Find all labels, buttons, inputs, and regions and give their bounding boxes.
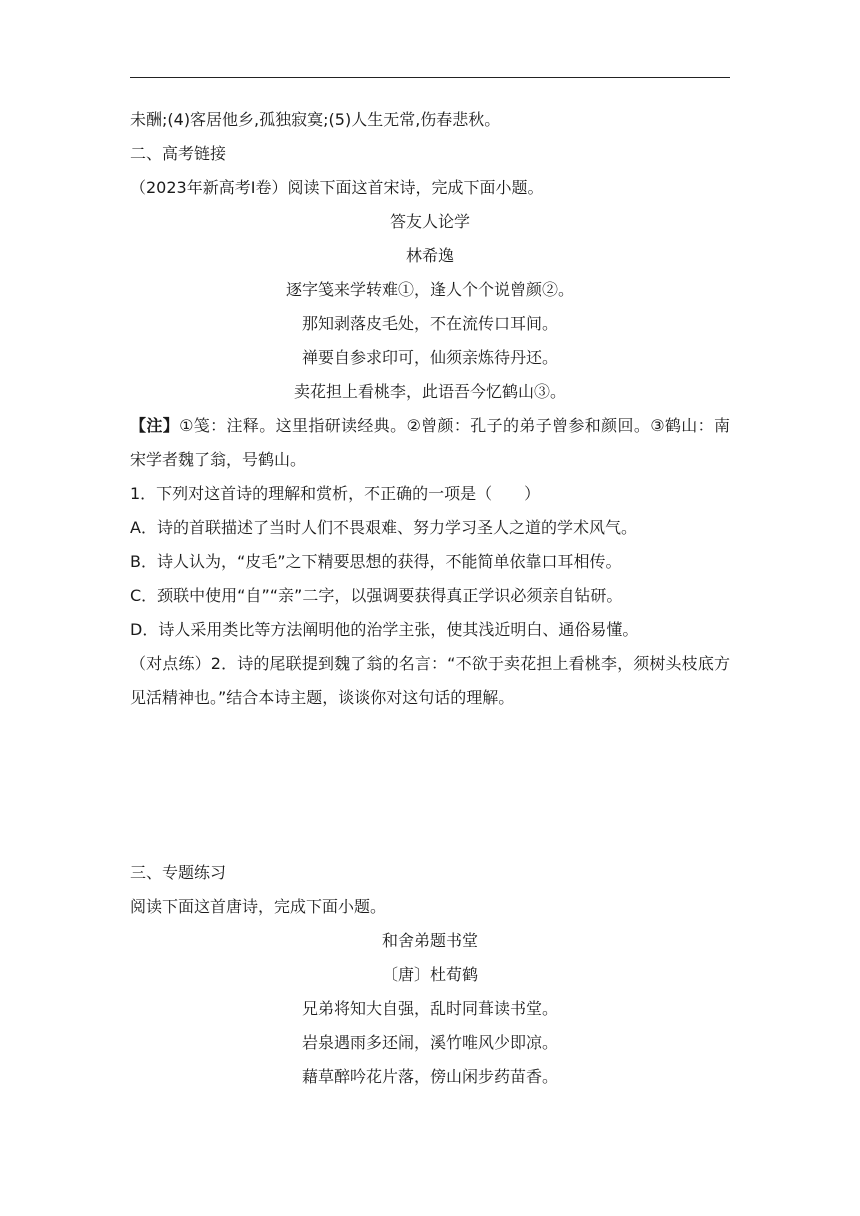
- poem-line: 那知剥落皮毛处，不在流传口耳间。: [301, 314, 558, 333]
- section-heading-practice: 三、专题练习: [130, 863, 227, 882]
- poem-line: 卖花担上看桃李，此语吾今忆鹤山③。: [293, 382, 566, 401]
- answer-space: [130, 715, 730, 856]
- option-a: A．诗的首联描述了当时人们不畏艰难、努力学习圣人之道的学术风气。: [130, 518, 637, 537]
- poem-title: 答友人论学: [389, 212, 470, 231]
- poem-line: 兄弟将知大自强，乱时同葺读书堂。: [301, 999, 558, 1018]
- section-heading-gaokao: 二、高考链接: [130, 144, 227, 163]
- poem-notes: [130, 409, 730, 477]
- poem-line: 逐字笺来学转难①，逢人个个说曾颜②。: [285, 280, 574, 299]
- poem-line: 藉草醉吟花片落，傍山闲步药苗香。: [301, 1067, 558, 1086]
- poem-line: 禅要自参求印可，仙须亲炼待丹还。: [301, 348, 558, 367]
- option-c: C．颈联中使用“自”“亲”二字，以强调要获得真正学识必须亲自钻研。: [130, 586, 623, 605]
- poem-author: 〔唐〕杜荀鹤: [381, 965, 478, 984]
- header-rule: [130, 77, 730, 78]
- poem-line: 岩泉遇雨多还闹，溪竹唯风少即凉。: [301, 1033, 558, 1052]
- option-d: D．诗人采用类比等方法阐明他的治学主张，使其浅近明白、通俗易懂。: [130, 620, 639, 639]
- section3-intro: 阅读下面这首唐诗，完成下面小题。: [130, 897, 387, 916]
- note-text: ①笺：注释。这里指研读经典。②曾颜：孔子的弟子曾参和颜回。③鹤山：南宋学者魏了翁，号鹤山。: [130, 416, 730, 469]
- document-page: [130, 103, 730, 1094]
- question-2: （对点练）2．诗的尾联提到魏了翁的名言：“不欲于卖花担上看桃李，须树头枝底方见活精神也。”结合本诗主题，谈谈你对这句话的理解。: [130, 654, 730, 707]
- poem-title: 和舍弟题书堂: [381, 931, 478, 950]
- answer-continuation: 未酬;(4)客居他乡,孤独寂寞;(5)人生无常,伤春悲秋。: [130, 110, 501, 129]
- poem-author: 林希逸: [405, 246, 454, 265]
- option-b: B．诗人认为，“皮毛”之下精要思想的获得，不能简单依靠口耳相传。: [130, 552, 622, 571]
- section2-intro: （2023年新高考Ⅰ卷）阅读下面这首宋诗，完成下面小题。: [130, 178, 544, 197]
- question-1-stem: 1．下列对这首诗的理解和赏析，不正确的一项是（ ）: [130, 484, 541, 503]
- note-label: 【注】: [130, 416, 180, 435]
